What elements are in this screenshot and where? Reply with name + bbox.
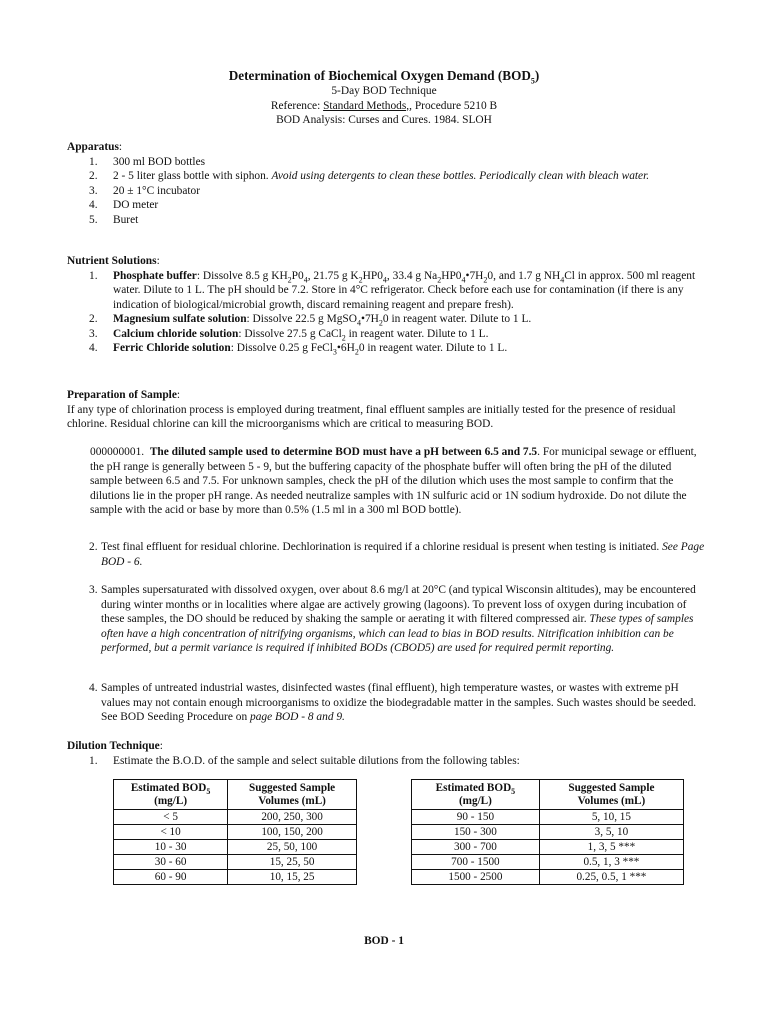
subtitle: 5-Day BOD Technique bbox=[331, 85, 437, 97]
preparation-section bbox=[67, 388, 707, 432]
nutrient-heading: Nutrient Solutions: bbox=[67, 255, 160, 267]
preparation-item-2: 2. Test final effluent for residual chlorine. Dechlorination is required if a chlorine residual is present when testing is initiated. See Page BOD - 6. bbox=[89, 541, 705, 568]
document-title: Determination of Biochemical Oxygen Demand $(BOD_5)$ bbox=[228, 68, 540, 86]
apparatus-list bbox=[67, 155, 707, 228]
bod-analysis-line: BOD Analysis: Curses and Cures. 1984. SLOH bbox=[276, 114, 492, 126]
preparation-item-3: 3. Samples supersaturated with dissolved oxygen, over about 8.6 mg/l at 20°C (and typical Wisconsin altitudes), may be encountered during winter months or in localities where algae are actively growing (lagoons). To prevent loss of oxygen during incubation of these samples, the DO should be reduced by shaking the sample or aerating it with filtered compressed air. These types of samples often have a high concentration of nitrifying organisms, which can lead to bias in BOD results. Nitrification inhibition can be performed, but a permit variance is required if inhibited BODs (CBOD5) are used for required permit reporting. bbox=[89, 584, 696, 654]
table-row: 1500 - 2500 0.25, 0.5, 1 *** bbox=[412, 870, 684, 885]
table-header-cell: Suggested Sample Volumes (mL) bbox=[228, 780, 357, 810]
table-row: < 10 100, 150, 200 bbox=[114, 825, 357, 840]
list-item: 3. 20 ± 1°C incubator bbox=[89, 184, 201, 197]
table-header-row bbox=[412, 780, 684, 810]
table-row: 10 - 30 25, 50, 100 bbox=[114, 840, 357, 855]
apparatus-heading: Apparatus: bbox=[67, 141, 123, 153]
nutrient-section bbox=[67, 254, 707, 356]
document-header bbox=[0, 68, 768, 128]
table-row: 150 - 300 3, 5, 10 bbox=[412, 825, 684, 840]
table-header-cell: Estimated $BOD_5$ (mg/L) bbox=[114, 780, 228, 810]
apparatus-section bbox=[67, 140, 707, 227]
list-item: 1. 300 ml BOD bottles bbox=[89, 155, 206, 168]
preparation-item-1: 000000001. The diluted sample used to determine BOD must have a pH between 6.5 and 7.5. For municipal sewage or effluent, the pH range is generally between 5 - 9, but the buffering capacity of the phosphate buffer will often bring the pH of the diluted sample between 6.5 and 7.5. For unknown samples, check the pH of the dilution which uses the most sample to confirm that the dilutions lie in the proper pH range. As needed neutralize samples with 1N sulfuric acid or 1N sodium hydroxide. Do not dilute the sample with the acid or base by more than 0.5% (1.5 ml in a 300 ml BOD bottle). bbox=[90, 446, 697, 516]
preparation-item-4: 4. Samples of untreated industrial wastes, disinfected wastes (final effluent), high temperature wastes, or wastes with extreme pH values may not contain enough microorganisms to oxidize the biodegradable matter in the samples. Such wastes should be seeded. See BOD Seeding Procedure on page BOD - 8 and 9. bbox=[89, 682, 697, 723]
page-footer: BOD - 1 bbox=[364, 935, 404, 947]
preparation-intro: If any type of chlorination process is employed during treatment, final effluent samples are initially tested for the presence of residual chlorine. Residual chlorine can kill the microorganisms which are critical to measuring BOD. bbox=[67, 403, 676, 430]
table-row: 90 - 150 5, 10, 15 bbox=[412, 810, 684, 825]
list-item: 1. Phosphate buffer: Dissolve 8.5 g $KH_2P0_4$, 21.75 g $K_2HP0_4$, 33.4 g $Na_2HP0_4•7H_20$, and 1.7 g $NH_4Cl$ in approx. 500 ml reagent water. Dilute to 1 L. The pH should be 7.2. Store in 4°C refrigerator. Check before each use for contamination (if there is any indication of biological/microbial growth, discard remaining reagent and prepare fresh). bbox=[89, 269, 696, 311]
dilution-table-left bbox=[113, 779, 357, 885]
dilution-list bbox=[67, 754, 707, 769]
dilution-table-right bbox=[411, 779, 684, 885]
dilution-heading: Dilution Technique: bbox=[67, 740, 163, 752]
list-item: 5. Buret bbox=[89, 213, 139, 226]
table-header-row bbox=[114, 780, 357, 810]
list-item: 3. Calcium chloride solution: Dissolve 27.5 g CaCl$_2$ in reagent water. Dilute to 1 L. bbox=[89, 327, 489, 342]
list-item: 4. DO meter bbox=[89, 199, 159, 211]
table-row: < 5 200, 250, 300 bbox=[114, 810, 357, 825]
table-header-cell: Suggested Sample Volumes (mL) bbox=[539, 780, 683, 810]
list-item: 4. Ferric Chloride solution: Dissolve 0.25 g $FeCl_3•6H_20$ in reagent water. Dilute to 1 L. bbox=[89, 342, 508, 357]
list-item: 2. 2 - 5 liter glass bottle with siphon. Avoid using detergents to clean these bottles. Periodically clean with bleach water. bbox=[89, 170, 650, 182]
list-item: 1. Estimate the B.O.D. of the sample and select suitable dilutions from the following tables: bbox=[89, 754, 520, 767]
preparation-heading: Preparation of Sample: bbox=[67, 389, 181, 401]
list-item: 2. Magnesium sulfate solution: Dissolve 22.5 g $MgSO_4•7H_20$ in reagent water. Dilute to 1 L. bbox=[89, 313, 532, 328]
table-row: 300 - 700 1, 3, 5 *** bbox=[412, 840, 684, 855]
standard-methods-link: Standard Methods, bbox=[323, 99, 410, 112]
reference-line: Reference: Standard Methods,, Procedure 5210 B bbox=[270, 99, 498, 112]
table-row: 60 - 90 10, 15, 25 bbox=[114, 870, 357, 885]
table-header-cell: Estimated $BOD_5$ (mg/L) bbox=[412, 780, 540, 810]
table-row: 30 - 60 15, 25, 50 bbox=[114, 855, 357, 870]
dilution-section bbox=[67, 739, 707, 768]
table-row: 700 - 1500 0.5, 1, 3 *** bbox=[412, 855, 684, 870]
nutrient-list bbox=[67, 269, 707, 356]
